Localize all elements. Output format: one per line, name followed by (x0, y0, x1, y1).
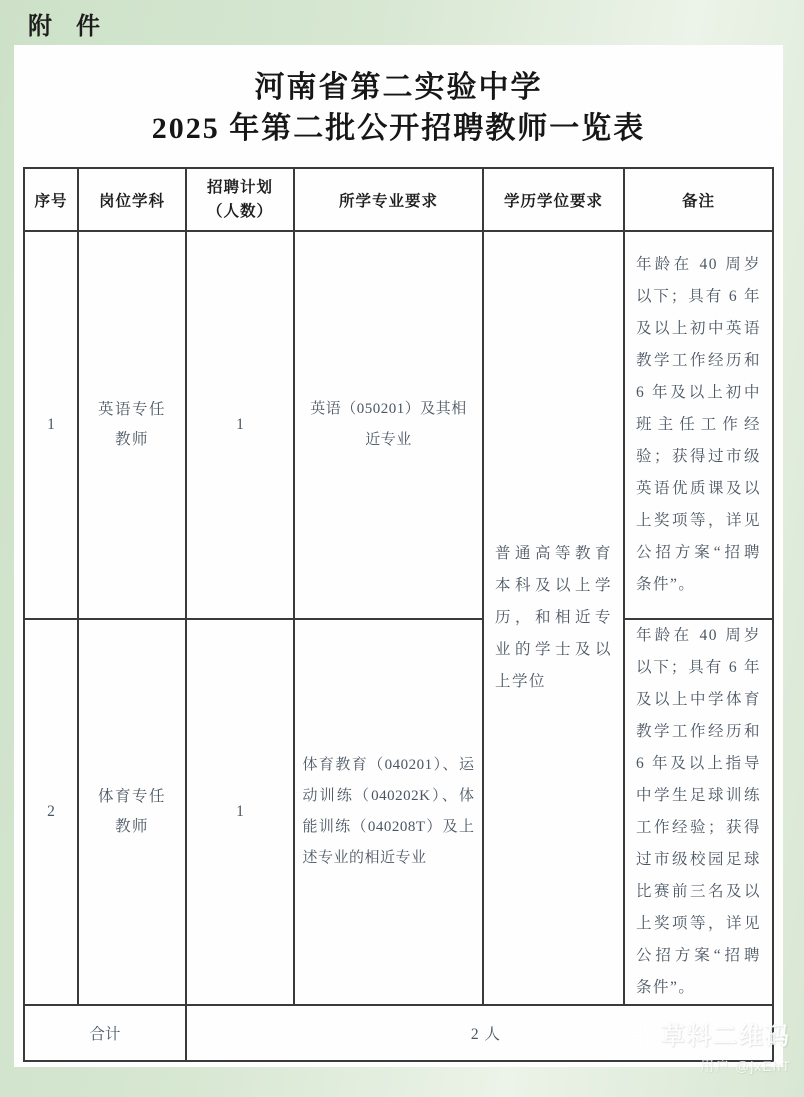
header-subject: 岗位学科 (78, 168, 186, 231)
row-2-major: 体育教育（040201）、运动训练（040202K）、体能训练（040208T）及上述专业的相近专业 (294, 619, 483, 1005)
row-2-remark: 年龄在 40 周岁以下；具有 6 年及以上中学体育教学工作经历和 6 年及以上指导中学生足球训练工作经验；获得过市级校园足球比赛前三名及以上奖项等，详见公招方案“招聘条件”。 (624, 619, 773, 1005)
header-index: 序号 (24, 168, 78, 231)
row-1-major: 英语（050201）及其相近专业 (294, 231, 483, 619)
row-1-subject: 英语专任教师 (78, 231, 186, 619)
watermark-user: 用户 @jxEhT (700, 1058, 791, 1074)
header-degree: 学历学位要求 (483, 168, 624, 231)
attachment-label: 附 件 (28, 13, 100, 40)
header-remark: 备注 (624, 168, 773, 231)
row-2-index: 2 (24, 619, 78, 1005)
header-plan: 招聘计划（人数） (186, 168, 294, 231)
total-row (24, 1005, 773, 1061)
degree-requirement-cell: 普通高等教育本科及以上学历，和相近专业的学士及以上学位 (483, 231, 624, 1005)
header-major: 所学专业要求 (294, 168, 483, 231)
row-2-plan: 1 (186, 619, 294, 1005)
document-panel (14, 45, 783, 1067)
row-1-index: 1 (24, 231, 78, 619)
table-header-row (24, 168, 773, 231)
row-1-plan: 1 (186, 231, 294, 619)
title-line-1: 河南省第二实验中学 (254, 71, 543, 104)
row-1-remark: 年龄在 40 周岁以下；具有 6 年及以上初中英语教学工作经历和 6 年及以上初中班主任工作经验；获得过市级英语优质课及以上奖项等，详见公招方案“招聘条件”。 (624, 231, 773, 619)
table-row (24, 619, 773, 1005)
total-label: 合计 (24, 1005, 186, 1061)
watermark-brand-text: 草料二维码 (661, 1023, 791, 1050)
document-title (14, 45, 783, 149)
title-line-2: 2025 年第二批公开招聘教师一览表 (151, 112, 646, 145)
row-2-subject: 体育专任教师 (78, 619, 186, 1005)
total-value: 2 人 (186, 1005, 773, 1061)
table-row (24, 231, 773, 619)
recruitment-table (23, 167, 774, 1062)
